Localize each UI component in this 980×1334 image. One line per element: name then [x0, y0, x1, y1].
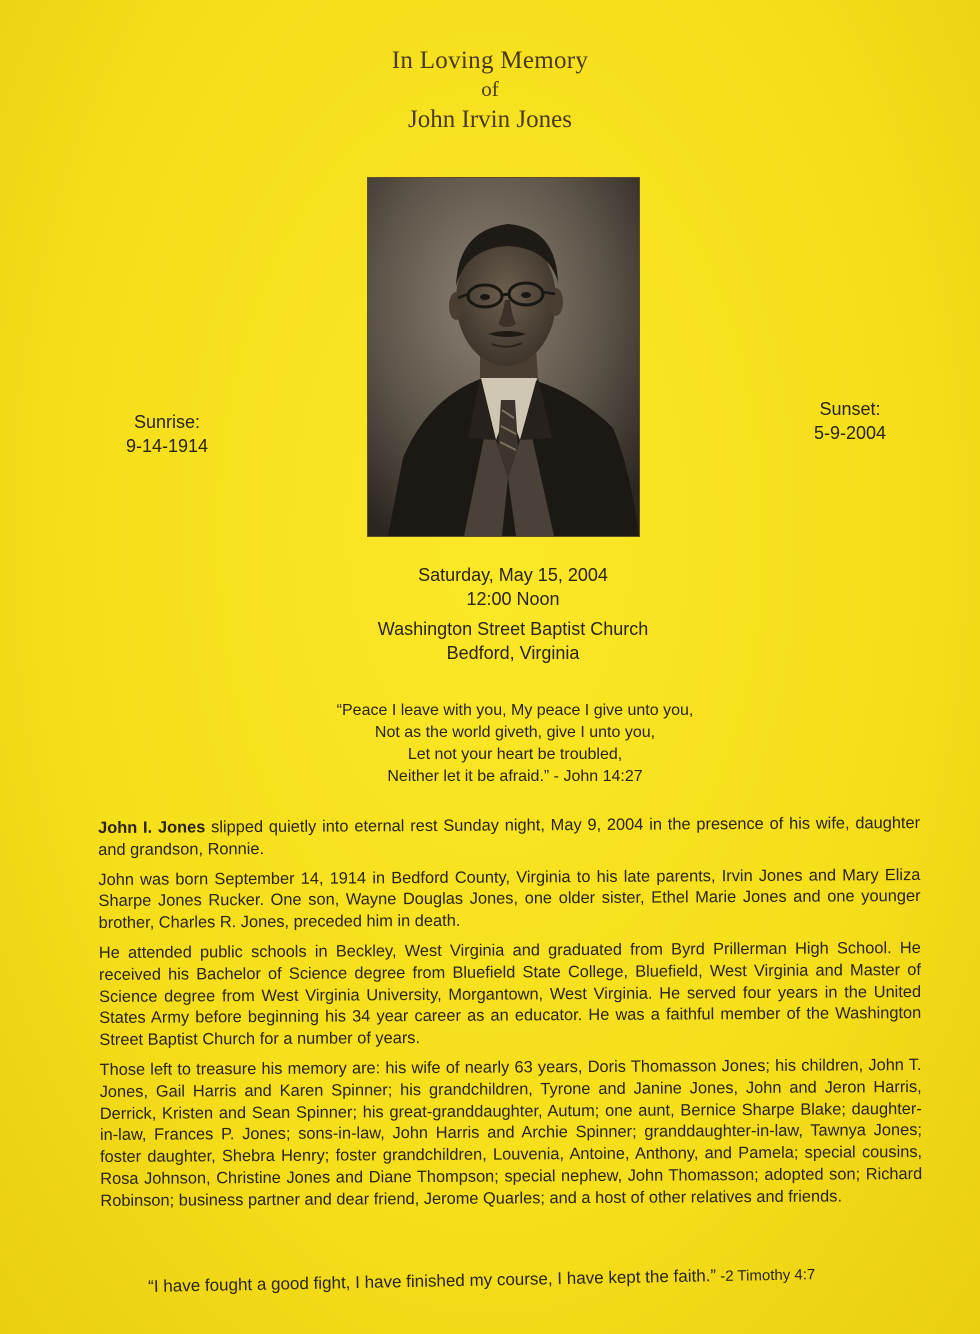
portrait-illustration [368, 178, 639, 536]
obituary-paragraph-2: John was born September 14, 1914 in Bedford County, Virginia to his late parents, Irvin Jones and Mary Eliza Sharpe Jones Rucker. One son, Wayne Douglas Jones, one older sister, Ethel Marie Jones and one younger brother, Charles R. Jones, preceded him in death. [98, 865, 921, 933]
obituary-text [98, 813, 922, 1221]
verse-line-3: Let not your heart be troubled, [407, 746, 623, 763]
service-location: Bedford, Virginia [446, 643, 580, 663]
service-date: Saturday, May 15, 2004 [418, 565, 608, 585]
sunset-block [785, 397, 915, 445]
obituary-paragraph-3: He attended public schools in Beckley, West Virginia and graduated from Byrd Prillerman High School. He received his Bachelor of Science degree from Bluefield State College, Bluefield, West Virginia and Master of Science degree from West Virginia University, Morgantown, West Virginia. He served four years in the United States Army before beginning his 34 year career as an educator. He was a faithful member of the Washington Street Baptist Church for a number of years. [98, 938, 922, 1050]
verse-line-4: Neither let it be afraid.” - John 14:27 [387, 768, 643, 785]
sunrise-date: 9-14-1914 [125, 436, 209, 456]
verse-line-1: “Peace I leave with you, My peace I give unto you, [336, 702, 694, 719]
obituary-paragraph-1 [98, 813, 920, 862]
closing-quote-text: “I have fought a good fight, I have finished my course, I have kept the faith.” [148, 1266, 717, 1296]
closing-quote [148, 1261, 908, 1299]
title-in-loving-memory: In Loving Memory [391, 47, 589, 74]
obituary-paragraph-1-text: slipped quietly into eternal rest Sunday night, May 9, 2004 in the presence of his wife, daughter and grandson, Ronnie. [98, 813, 921, 859]
sunset-label: Sunset: [819, 399, 881, 419]
title-block [0, 46, 980, 136]
portrait-photo-icon [368, 178, 639, 536]
obituary-paragraph-4: Those left to treasure his memory are: his wife of nearly 63 years, Doris Thomasson Jones; his children, John T. Jones, Gail Harris and Karen Spinner; his grandchildren, Tyrone and Janine Jones, John and Jeron Harris, Derrick, Kristen and Sean Spinner; his great-granddaughter, Autum; one aunt, Bernice Sharpe Blake; daughter-in-law, Frances P. Jones; sons-in-law, John Harris and Archie Spinner; granddaughter-in-law, Tawnya Jones; foster daughter, Shebra Henry; foster grandchildren, Louvenia, Antoine, Anthony, and Pamela; special cousins, Rosa Johnson, Christine Jones and Diane Thompson; special nephew, John Thomasson; adopted son; Richard Robinson; business partner and dear friend, Jerome Quarles; and a host of other relatives and friends. [99, 1055, 923, 1210]
obituary-name: John I. Jones [98, 818, 206, 837]
service-time: 12:00 Noon [466, 589, 560, 609]
title-deceased-name: John Irvin Jones [408, 106, 572, 133]
scripture-verse [0, 700, 980, 788]
sunrise-label: Sunrise: [133, 412, 201, 432]
sunset-date: 5-9-2004 [813, 423, 887, 443]
service-church: Washington Street Baptist Church [377, 619, 649, 639]
closing-quote-reference: -2 Timothy 4:7 [715, 1266, 816, 1286]
verse-line-2: Not as the world giveth, give I unto you, [374, 724, 656, 741]
sunrise-block [102, 410, 232, 458]
title-of: of [481, 77, 499, 101]
service-details [0, 563, 980, 665]
